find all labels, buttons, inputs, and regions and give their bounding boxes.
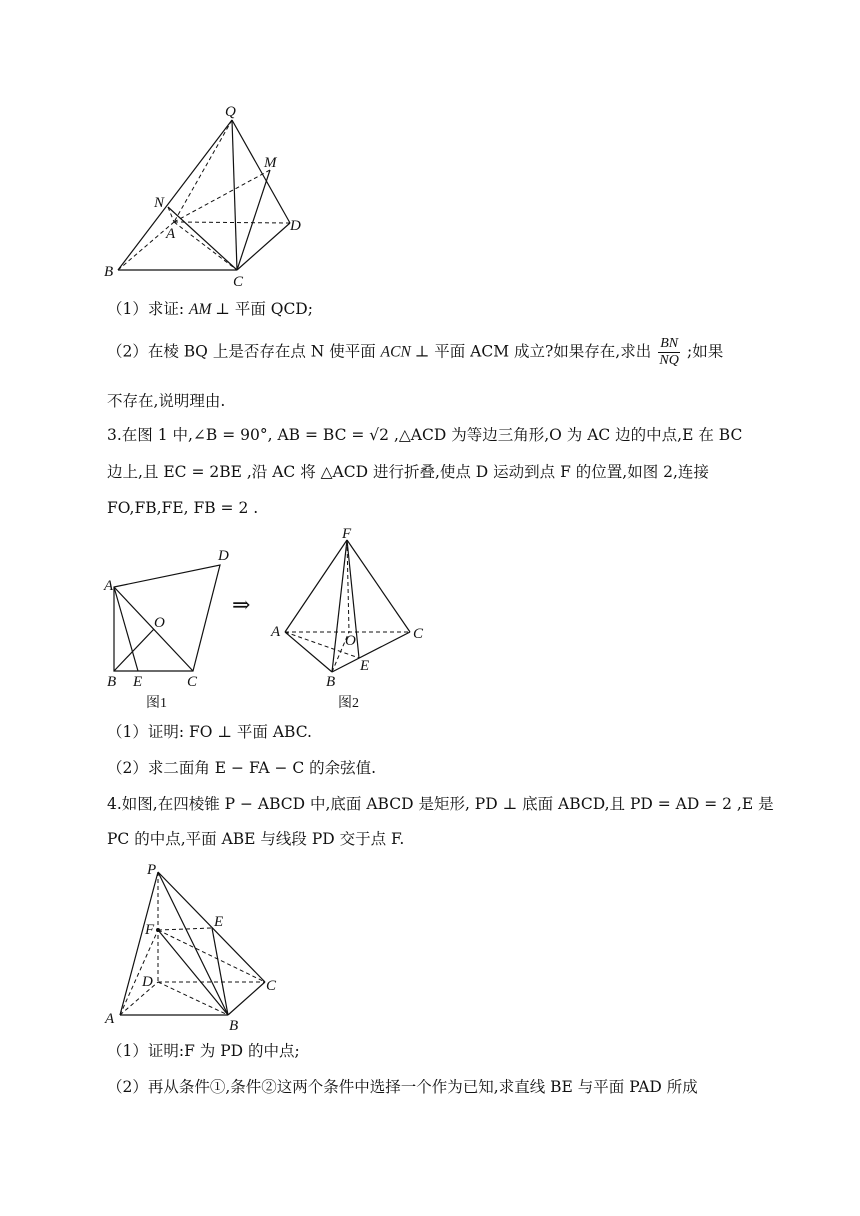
label-fig2-c: C [413,626,424,642]
q3-line2: 边上,且 EC = 2BE ,沿 AC 将 △ACD 进行折叠,使点 D 运动到点 F 的位置,如图 2,连接 [107,463,709,481]
q2-part2: （2）在棱 BQ 上是否存在点 N 使平面 ACN ⊥ 平面 ACM 成立?如果存在,求出 $\frac{BN}{NQ}$ ;如果 [107,336,724,368]
label-fig1-d: D [218,548,229,564]
q3-line3: FO,FB,FE, FB = 2 . [107,499,259,517]
figure-fold-diagrams [95,525,445,715]
label-fig1-a: A [104,578,114,594]
label-c: C [266,978,277,994]
label-a: A [105,1011,115,1027]
caption-fig1: 图1 [146,696,167,711]
label-p: P [147,862,157,878]
label-c: C [233,274,244,290]
label-fig2-o: O [345,633,356,649]
label-d: D [290,218,301,234]
caption-fig2: 图2 [338,696,359,711]
label-fig2-e: E [360,658,370,674]
label-fig2-b: B [326,674,336,690]
q4-line2: PC 的中点,平面 ABE 与线段 PD 交于点 F. [107,830,405,848]
label-fig1-c: C [187,674,198,690]
q3-line1: 3.在图 1 中,∠B = 90°, AB = BC = √2 ,△ACD 为等边三角形,O 为 AC 边的中点,E 在 BC [107,426,743,444]
q3-part2: （2）求二面角 E − FA − C 的余弦值. [107,759,377,777]
label-m: M [264,155,277,171]
fold-arrow: ⇒ [232,592,251,617]
label-fig1-b: B [107,674,117,690]
q3-part1: （1）证明: FO ⊥ 平面 ABC. [107,723,312,741]
q4-line1: 4.如图,在四棱锥 P − ABCD 中,底面 ABCD 是矩形, PD ⊥ 底面 ABCD,且 PD = AD = 2 ,E 是 [107,795,774,813]
q4-part2: （2）再从条件①,条件②这两个条件中选择一个作为已知,求直线 BE 与平面 PAD 所成 [107,1078,698,1096]
q2-part1: （1）求证: AM ⊥ 平面 QCD; [107,300,313,318]
label-fig1-e: E [133,674,143,690]
label-d: D [142,974,153,990]
label-f: F [145,922,155,938]
label-q: Q [225,104,236,120]
figure-pyramid-q [95,100,325,290]
label-n: N [154,195,165,211]
label-b: B [104,264,114,280]
figure-pyramid-p [95,855,295,1035]
q4-part1: （1）证明:F 为 PD 的中点; [107,1042,300,1060]
label-fig2-a: A [271,624,281,640]
label-fig1-o: O [154,615,165,631]
fraction-bn-nq: $\frac{BN}{NQ}$ [659,336,679,368]
label-a: A [166,226,176,242]
q2-part2-cont: 不存在,说明理由. [107,392,226,410]
label-fig2-f: F [342,526,352,542]
label-e: E [214,914,224,930]
label-b: B [229,1018,239,1034]
